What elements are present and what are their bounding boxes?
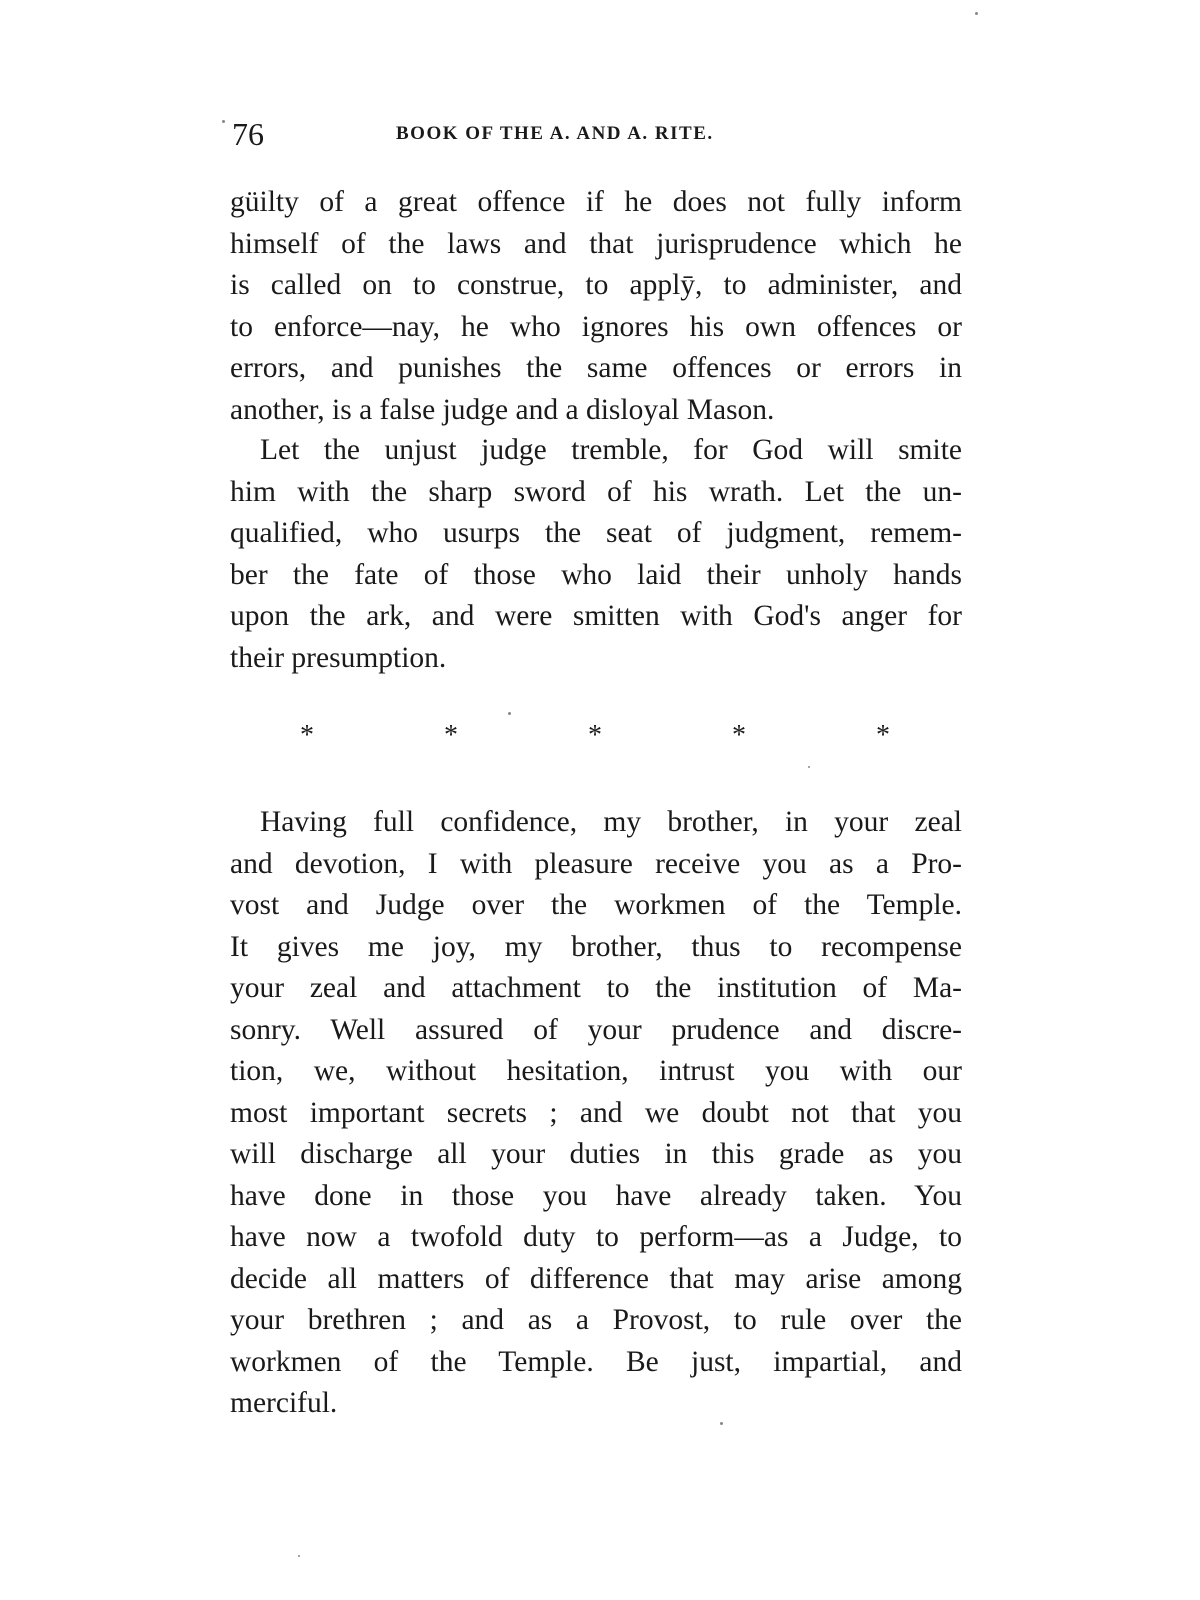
text-line: vost and Judge over the workmen of the Temple. [230, 889, 962, 921]
text-line: güilty of a great offence if he does not fully inform [230, 186, 962, 218]
text-line: have now a twofold duty to perform—as a Judge, to [230, 1221, 962, 1253]
asterisk: * [444, 720, 458, 751]
text-line: ber the fate of those who laid their unholy hands [230, 558, 962, 591]
text-line: It gives me joy, my brother, thus to recompense [230, 930, 962, 963]
scan-speck [975, 12, 978, 15]
text-line: him with the sharp sword of his wrath. Let the un- [230, 475, 962, 508]
paragraph-3 [230, 802, 962, 1425]
text-line: is called on to construe, to applȳ, to administer, and [230, 269, 962, 301]
scan-speck [298, 1555, 300, 1557]
paragraph-2 [230, 430, 962, 679]
text-line: upon the ark, and were smitten with God's anger for [230, 600, 962, 632]
text-line: your zeal and attachment to the institution of Ma- [230, 972, 962, 1004]
scan-speck [222, 120, 225, 123]
asterisk: * [876, 720, 890, 751]
text-line: merciful. [230, 1387, 338, 1419]
text-line: have done in those you have already taken. You [230, 1179, 962, 1212]
text-line: errors, and punishes the same offences or errors in [230, 352, 962, 384]
text-line: another, is a false judge and a disloyal Mason. [230, 393, 775, 426]
asterisk: * [300, 720, 314, 751]
scan-speck [720, 1422, 723, 1425]
text-line: will discharge all your duties in this grade as you [230, 1138, 962, 1170]
text-line: their presumption. [230, 641, 447, 674]
paragraph-1 [230, 182, 962, 431]
running-title: BOOK OF THE A. AND A. RITE. [396, 123, 714, 144]
running-head [232, 112, 972, 156]
text-line: himself of the laws and that jurisprudence which he [230, 227, 962, 260]
text-line: tion, we, without hesitation, intrust you with our [230, 1055, 962, 1087]
text-line: and devotion, I with pleasure receive you as a Pro- [230, 847, 962, 880]
asterisk: * [732, 720, 746, 751]
section-separator [300, 716, 890, 756]
text-line: Let the unjust judge tremble, for God will smite [260, 434, 962, 466]
text-line: workmen of the Temple. Be just, impartial, and [230, 1345, 962, 1378]
text-line: your brethren ; and as a Provost, to rule over the [230, 1304, 962, 1336]
text-line: sonry. Well assured of your prudence and discre- [230, 1013, 962, 1046]
text-line: most important secrets ; and we doubt not that you [230, 1096, 962, 1129]
text-line: Having full confidence, my brother, in your zeal [260, 806, 962, 838]
text-line: to enforce—nay, he who ignores his own offences or [230, 310, 962, 343]
scan-speck [808, 766, 810, 768]
text-line: qualified, who usurps the seat of judgment, remem- [230, 517, 962, 549]
text-line: decide all matters of difference that may arise among [230, 1262, 962, 1295]
page-number: 76 [232, 116, 264, 152]
scan-speck [508, 712, 511, 715]
asterisk: * [588, 720, 602, 751]
